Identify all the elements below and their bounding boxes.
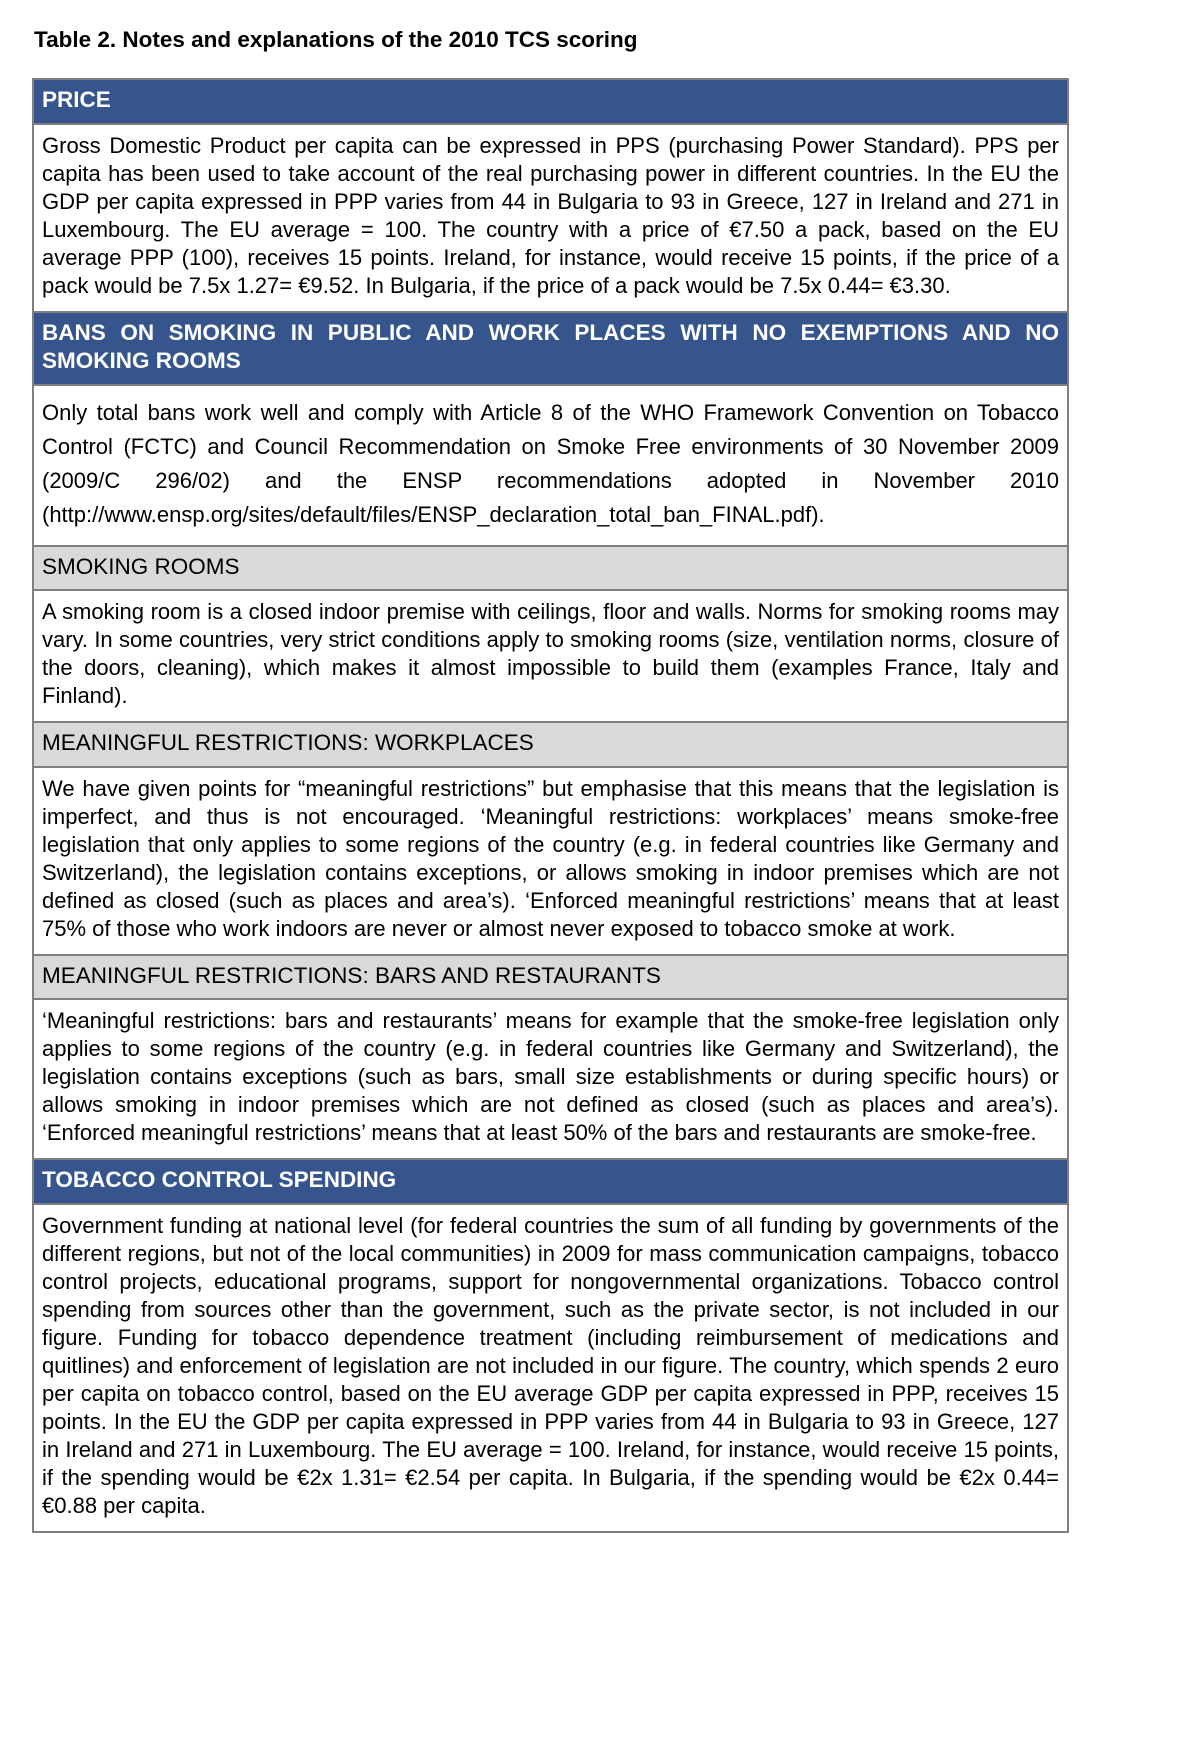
section-body-3: We have given points for “meaningful restrictions” but emphasise that this means that the legislation is imperfect, and thus is not encouraged. ‘Meaningful restrictions: workplaces’ means smoke-free legislation that only applies to some regions of the country (e.g. in federal countries like Germany and Switzerland), the legislation contains exceptions, or allows smoking in indoor premises which are not defined as closed (such as places and area’s). ‘Enforced meaningful restrictions’ means that at least 75% of those who work indoors are never or almost never exposed to tobacco smoke at work. <box>34 768 1067 956</box>
section-heading-4: MEANINGFUL RESTRICTIONS: BARS AND RESTAURANTS <box>34 956 1067 1001</box>
section-heading-0: PRICE <box>34 80 1067 125</box>
table-caption: Table 2. Notes and explanations of the 2010 TCS scoring <box>34 27 638 52</box>
section-heading-5: TOBACCO CONTROL SPENDING <box>34 1160 1067 1205</box>
section-body-2: A smoking room is a closed indoor premise with ceilings, floor and walls. Norms for smoking rooms may vary. In some countries, very strict conditions apply to smoking rooms (size, ventilation norms, closure of the doors, cleaning), which makes it almost impossible to build them (examples France, Italy and Finland). <box>34 591 1067 723</box>
section-heading-3: MEANINGFUL RESTRICTIONS: WORKPLACES <box>34 723 1067 768</box>
section-body-0: Gross Domestic Product per capita can be expressed in PPS (purchasing Power Standard). PPS per capita has been used to take account of the real purchasing power in different countries. In the EU the GDP per capita expressed in PPP varies from 44 in Bulgaria to 93 in Greece, 127 in Ireland and 271 in Luxembourg. The EU average = 100. The country with a price of €7.50 a pack, based on the EU average PPP (100), receives 15 points. Ireland, for instance, would receive 15 points, if the price of a pack would be 7.5x 1.27= €9.52. In Bulgaria, if the price of a pack would be 7.5x 0.44= €3.30. <box>34 125 1067 313</box>
section-body-5: Government funding at national level (for federal countries the sum of all funding by governments of the different regions, but not of the local communities) in 2009 for mass communication campaigns, tobacco control projects, educational programs, support for nongovernmental organizations. Tobacco control spending from sources other than the government, such as the private sector, is not included in our figure. Funding for tobacco dependence treatment (including reimbursement of medications and quitlines) and enforcement of legislation are not included in our figure. The country, which spends 2 euro per capita on tobacco control, based on the EU average GDP per capita expressed in PPP, receives 15 points. In the EU the GDP per capita expressed in PPP varies from 44 in Bulgaria to 93 in Greece, 127 in Ireland and 271 in Luxembourg. The EU average = 100. Ireland, for instance, would receive 15 points, if the spending would be €2x 1.31= €2.54 per capita. In Bulgaria, if the spending would be €2x 0.44= €0.88 per capita. <box>34 1205 1067 1531</box>
section-heading-1: BANS ON SMOKING IN PUBLIC AND WORK PLACES WITH NO EXEMPTIONS AND NO SMOKING ROOMS <box>34 313 1067 386</box>
section-body-4: ‘Meaningful restrictions: bars and restaurants’ means for example that the smoke-free legislation only applies to some regions of the country (e.g. in federal countries like Germany and Switzerland), the legislation contains exceptions (such as bars, small size establishments or during specific hours) or allows smoking in indoor premises which are not defined as closed (such as places and area’s). ‘Enforced meaningful restrictions’ means that at least 50% of the bars and restaurants are smoke-free. <box>34 1000 1067 1160</box>
section-heading-2: SMOKING ROOMS <box>34 547 1067 592</box>
tcs-notes-table <box>32 78 1069 1533</box>
section-body-1: Only total bans work well and comply with Article 8 of the WHO Framework Convention on Tobacco Control (FCTC) and Council Recommendation on Smoke Free environments of 30 November 2009 (2009/C 296/02) and the ENSP recommendations adopted in November 2010 (http://www.ensp.org/sites/default/files/ENSP_declaration_total_ban_FINAL.pdf). <box>34 386 1067 547</box>
